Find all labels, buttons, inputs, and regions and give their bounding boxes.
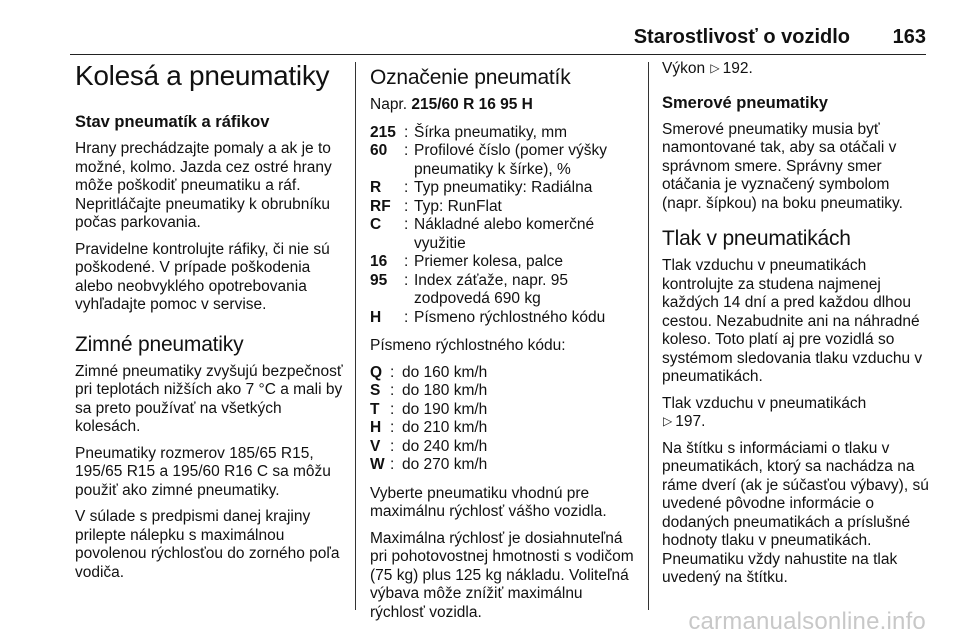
code-value: Typ: RunFlat <box>414 197 502 215</box>
code-value: Typ pneumatiky: Radiálna <box>414 179 593 196</box>
code-key: 16 <box>370 253 388 270</box>
speed-key: V <box>370 437 381 455</box>
list-item <box>370 198 638 217</box>
colon: : <box>404 142 409 159</box>
paragraph: Smerové pneumatiky musia byť namontované tak, aby sa otáčali v správnom smere. Správny smer otáčania je vyznačený symbolom (napr. šípkou) na boku pneumatiky. <box>662 120 903 212</box>
triangle-right-icon: ▷ <box>663 414 673 428</box>
paragraph: Vyberte pneumatiku vhodnú pre maximálnu rýchlosť vášho vozidla. <box>370 484 607 520</box>
speed-key: T <box>370 400 380 418</box>
page-header-title: Starostlivosť o vozidlo <box>633 26 850 48</box>
section-title-tyre-designation: Označenie pneumatík <box>370 66 571 89</box>
watermark: carmanualsonline.info <box>688 608 926 635</box>
colon: : <box>404 179 409 196</box>
speed-value: do 240 km/h <box>402 437 488 455</box>
code-value: Index záťaže, napr. 95 zodpovedá 690 kg <box>414 271 569 307</box>
example-prefix: Napr. <box>370 96 408 113</box>
speed-key: S <box>370 382 381 399</box>
speed-key: W <box>370 456 385 473</box>
reference-label: Výkon <box>662 60 706 77</box>
speed-value: do 210 km/h <box>402 419 488 436</box>
code-value: Priemer kolesa, palce <box>414 253 564 270</box>
colon: : <box>404 216 409 233</box>
code-key: 215 <box>370 123 396 141</box>
code-key: R <box>370 179 382 196</box>
paragraph: Pravidelne kontrolujte ráfiky, či nie sú poškodené. V prípade poškodenia alebo neobvyklého opotrebovania vyhľadajte pomoc v servise. <box>75 240 330 313</box>
page-header <box>70 22 926 55</box>
pressure-reference <box>662 395 930 432</box>
colon: : <box>390 456 395 473</box>
code-key: 60 <box>370 142 388 159</box>
code-key: 95 <box>370 271 388 289</box>
list-item <box>370 253 638 272</box>
speed-value: do 190 km/h <box>402 400 488 418</box>
column-1 <box>75 60 345 590</box>
colon: : <box>404 123 409 141</box>
colon: : <box>390 400 395 418</box>
list-item <box>370 309 638 328</box>
colon: : <box>390 437 395 455</box>
column-2 <box>370 60 638 630</box>
section-title-tyre-pressure: Tlak v pneumatikách <box>662 227 851 250</box>
colon: : <box>404 308 409 326</box>
reference-page-link[interactable]: 192. <box>722 60 753 77</box>
list-item <box>370 272 638 309</box>
column-3 <box>662 60 930 596</box>
speed-value: do 270 km/h <box>402 456 488 473</box>
list-item <box>370 124 638 143</box>
section-title-wheels-tyres: Kolesá a pneumatiky <box>75 60 330 91</box>
paragraph: Zimné pneumatiky zvyšujú bezpečnosť pri teplotách nižších ako 7 °C a mali by sa preto používať na všetkých kolesách. <box>75 362 343 435</box>
example-code: 215/60 R 16 95 H <box>411 96 533 113</box>
code-value: Profilové číslo (pomer výšky pneumatiky k šírke), % <box>414 142 607 178</box>
speed-key: H <box>370 419 382 436</box>
code-value: Písmeno rýchlostného kódu <box>414 308 606 326</box>
paragraph: V súlade s predpismi danej krajiny prilepte nálepku s maximálnou povolenou rýchlosťou do zorného poľa vodiča. <box>75 508 340 581</box>
paragraph: Hrany prechádzajte pomaly a ak je to možné, kolmo. Jazda cez ostré hrany môže poškodiť pneumatiku a ráf. Nepritláčajte pneumatiky k obrubníku počas parkovania. <box>75 140 332 231</box>
colon: : <box>390 382 395 399</box>
colon: : <box>390 419 395 436</box>
list-item <box>370 364 638 383</box>
list-item <box>370 179 638 198</box>
code-value: Šírka pneumatiky, mm <box>414 123 568 141</box>
colon: : <box>404 197 409 215</box>
colon: : <box>404 271 409 289</box>
list-item <box>370 382 638 401</box>
page-number: 163 <box>892 26 926 48</box>
tyre-code-example <box>370 96 638 115</box>
code-key: H <box>370 308 382 326</box>
reference-page-link[interactable]: 197. <box>675 413 706 430</box>
list-item <box>370 216 638 253</box>
speed-code-list <box>370 364 638 475</box>
colon: : <box>390 363 395 381</box>
section-title-winter-tyres: Zimné pneumatiky <box>75 332 244 356</box>
performance-reference <box>662 60 930 79</box>
speed-value: do 160 km/h <box>402 363 488 381</box>
tyre-code-list <box>370 124 638 328</box>
code-value: Nákladné alebo komerčné využitie <box>414 216 595 252</box>
list-item <box>370 401 638 420</box>
list-item <box>370 456 638 475</box>
paragraph: Tlak vzduchu v pneumatikách kontrolujte za studena najmenej každých 14 dní a pred každou dlhou cestou. Nezabudnite ani na náhradné koleso. Toto platí aj pre vozidlá so systémom sledovania tlaku vzduchu v pneumatikách. <box>662 257 923 385</box>
subheading-directional-tyres: Smerové pneumatiky <box>662 93 828 112</box>
speed-code-intro: Písmeno rýchlostného kódu: <box>370 337 566 354</box>
paragraph: Maximálna rýchlosť je dosiahnuteľná pri pohotovostnej hmotnosti s vodičom (75 kg) plus 125 kg nákladu. Voliteľná výbava môže znížiť maximálnu rýchlosť vozidla. <box>370 529 634 621</box>
speed-value: do 180 km/h <box>402 382 488 399</box>
subheading-tyre-condition: Stav pneumatík a ráfikov <box>75 113 270 131</box>
code-key: C <box>370 216 382 233</box>
triangle-right-icon: ▷ <box>710 61 720 75</box>
column-divider-2 <box>648 62 649 610</box>
paragraph: Na štítku s informáciami o tlaku v pneumatikách, ktorý sa nachádza na ráme dverí (ak je súčasťou výbavy), sú uvedené pôvodne informácie o dodaných pneumatikách a príslušné hodnoty tlaku v pneumatikách. Pneumatiku vždy nahustite na tlak uvedený na štítku. <box>662 439 929 586</box>
reference-label: Tlak vzduchu v pneumatikách <box>662 394 867 412</box>
paragraph: Pneumatiky rozmerov 185/65 R15, 195/65 R15 a 195/60 R16 C sa môžu použiť ako zimné pneumatiky. <box>75 444 331 499</box>
code-key: RF <box>370 197 391 215</box>
column-divider-1 <box>355 62 356 610</box>
list-item <box>370 419 638 438</box>
colon: : <box>404 253 409 270</box>
list-item <box>370 142 638 179</box>
speed-key: Q <box>370 363 383 381</box>
list-item <box>370 438 638 457</box>
